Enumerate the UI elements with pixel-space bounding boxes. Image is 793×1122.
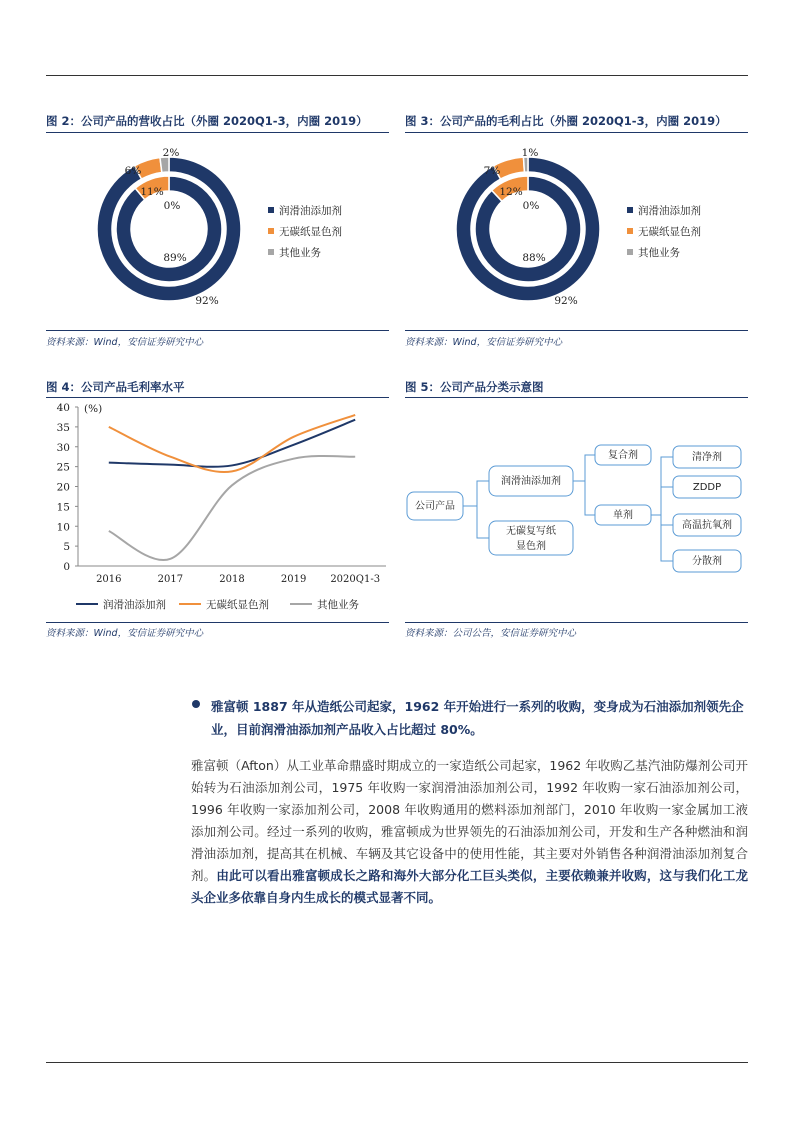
fig5-node-root — [407, 492, 463, 520]
fig2-source: 资料来源：Wind，安信证券研究中心 — [46, 337, 204, 348]
fig3-legend-swatch-lube — [627, 207, 633, 213]
svg-text:ZDDP: ZDDP — [692, 482, 722, 493]
fig4-axes — [57, 402, 386, 585]
fig3-inner-label-0: 88% — [522, 252, 546, 264]
fig3-legend-other: 其他业务 — [638, 247, 680, 259]
svg-text:单剂: 单剂 — [613, 510, 633, 521]
fig5-node-zddp — [673, 476, 741, 498]
fig2-outer-label-2: 2% — [162, 147, 180, 159]
fig5-node-compound — [595, 445, 651, 465]
fig4-ytick-20: 20 — [56, 481, 70, 494]
fig5-source-rule — [405, 622, 748, 623]
fig2-legend-paper: 无碳纸显色剂 — [279, 226, 342, 238]
headline-text: 雅富顿 1887 年从造纸公司起家，1962 年开始进行一系列的收购，变身成为石油添加剂领先企业，目前润滑油添加剂产品收入占比超过 80%。 — [211, 699, 744, 737]
fig3-legend-swatch-paper — [627, 228, 633, 234]
fig2-inner-label-0: 89% — [163, 252, 187, 264]
fig2-rings — [97, 147, 241, 307]
fig5-node-antioxidant — [673, 514, 741, 536]
svg-text:分散剂: 分散剂 — [692, 556, 722, 567]
fig3-outer-label-0: 92% — [554, 295, 578, 307]
fig2-outer-slice-2 — [160, 157, 169, 172]
fig5-source: 资料来源：公司公告，安信证券研究中心 — [405, 628, 577, 639]
fig3-outer-label-1: 7% — [483, 165, 501, 177]
fig4-ytick-30: 30 — [56, 441, 70, 454]
fig4-ytick-25: 25 — [56, 461, 70, 474]
svg-text:显色剂: 显色剂 — [516, 541, 546, 552]
svg-text:高温抗氧剂: 高温抗氧剂 — [682, 520, 732, 531]
fig2-legend-swatch-paper — [268, 228, 274, 234]
fig4-legend-label-2: 其他业务 — [317, 599, 359, 611]
header-rule — [46, 75, 748, 76]
fig2-title: 图 2：公司产品的营收占比（外圈 2020Q1-3，内圈 2019） — [46, 114, 368, 128]
fig3-outer-label-2: 1% — [521, 147, 539, 159]
fig4-ytick-15: 15 — [56, 501, 70, 514]
fig2-donut-chart — [46, 133, 389, 328]
fig4-line-chart — [46, 398, 389, 620]
fig3-legend-lube: 润滑油添加剂 — [638, 205, 701, 217]
svg-text:公司产品: 公司产品 — [415, 501, 455, 512]
fig3-legend-paper: 无碳纸显色剂 — [638, 226, 701, 238]
fig4-ylabel: (%) — [84, 403, 103, 415]
fig5-node-lube — [489, 466, 573, 496]
fig4-xtick-1: 2017 — [157, 574, 184, 585]
fig5-node-detergent — [673, 446, 741, 468]
fig2-inner-label-1: 11% — [140, 186, 164, 198]
fig3-outer-slice-2 — [523, 157, 528, 172]
fig5-node-single — [595, 505, 651, 525]
fig2-outer-label-0: 92% — [195, 295, 219, 307]
body-bold-text: 由此可以看出雅富顿成长之路和海外大部分化工巨头类似，主要依赖兼并收购，这与我们化工龙头企业多依靠自身内生成长的模式显著不同。 — [191, 868, 748, 905]
footer-rule — [46, 1062, 748, 1063]
fig3-legend-swatch-other — [627, 249, 633, 255]
fig4-ytick-10: 10 — [56, 521, 70, 534]
svg-text:清净剂: 清净剂 — [692, 452, 722, 463]
fig4-legend-label-0: 润滑油添加剂 — [103, 599, 166, 611]
fig3-legend — [627, 204, 701, 259]
fig4-source: 资料来源：Wind，安信证券研究中心 — [46, 628, 204, 639]
fig4-series-lines — [109, 415, 355, 560]
fig5-title: 图 5：公司产品分类示意图 — [405, 380, 544, 394]
fig4-source-rule — [46, 622, 389, 623]
fig4-xtick-2: 2018 — [219, 574, 245, 585]
fig2-legend-swatch-lube — [268, 207, 274, 213]
fig3-rings — [456, 147, 600, 307]
fig4-xtick-3: 2019 — [280, 574, 307, 585]
fig4-legend — [76, 598, 359, 611]
fig4-ytick-35: 35 — [56, 421, 70, 434]
fig3-inner-label-1: 12% — [499, 186, 523, 198]
fig3-inner-slice-0 — [475, 176, 581, 282]
fig4-ytick-0: 0 — [63, 561, 70, 573]
body-paragraph — [191, 755, 748, 909]
fig5-node-paper — [489, 521, 573, 555]
fig2-legend-lube: 润滑油添加剂 — [279, 205, 342, 217]
fig2-outer-label-1: 6% — [124, 165, 142, 177]
fig4-xtick-4: 2020Q1-3 — [330, 574, 381, 585]
fig2-inner-label-2: 0% — [163, 200, 181, 212]
fig4-xtick-0: 2016 — [96, 574, 122, 585]
svg-text:润滑油添加剂: 润滑油添加剂 — [501, 476, 561, 487]
fig2-source-rule — [46, 330, 389, 331]
fig2-inner-slice-0 — [116, 176, 222, 282]
fig4-legend-label-1: 无碳纸显色剂 — [206, 599, 269, 611]
fig3-source-rule — [405, 330, 748, 331]
svg-text:无碳复写纸: 无碳复写纸 — [506, 526, 556, 537]
body-plain-text: 雅富顿（Afton）从工业革命鼎盛时期成立的一家造纸公司起家，1962 年收购乙基汽油防爆剂公司开始转为石油添加剂公司，1975 年收购一家润滑油添加剂公司，1992 年收购一家石油添加剂公司，1996 年收购一家添加剂公司，2008 年收购通用的燃料添加剂部门，2010 年收购一家金属加工液添加剂公司。经过一系列的收购，雅富顿成为世界领先的石油添加剂公司，开发和生产各种燃油和润滑油添加剂，提高其在机械、车辆及其它设备中的使用性能，其主要对外销售各种润滑油添加剂复合剂。 — [191, 758, 748, 883]
fig2-legend-swatch-other — [268, 249, 274, 255]
fig3-source: 资料来源：Wind，安信证券研究中心 — [405, 337, 563, 348]
fig3-donut-chart — [405, 133, 748, 328]
fig2-legend — [268, 204, 342, 259]
fig4-ytick-5: 5 — [63, 541, 70, 554]
fig5-diagram — [405, 398, 748, 620]
fig5-node-dispersant — [673, 550, 741, 572]
svg-text:复合剂: 复合剂 — [608, 450, 638, 461]
section-headline — [188, 695, 748, 741]
fig3-inner-label-2: 0% — [522, 200, 540, 212]
fig3-title: 图 3：公司产品的毛利占比（外圈 2020Q1-3，内圈 2019） — [405, 114, 727, 128]
fig4-title: 图 4：公司产品毛利率水平 — [46, 380, 185, 394]
fig2-legend-other: 其他业务 — [279, 247, 321, 259]
fig4-ytick-40: 40 — [56, 402, 70, 414]
